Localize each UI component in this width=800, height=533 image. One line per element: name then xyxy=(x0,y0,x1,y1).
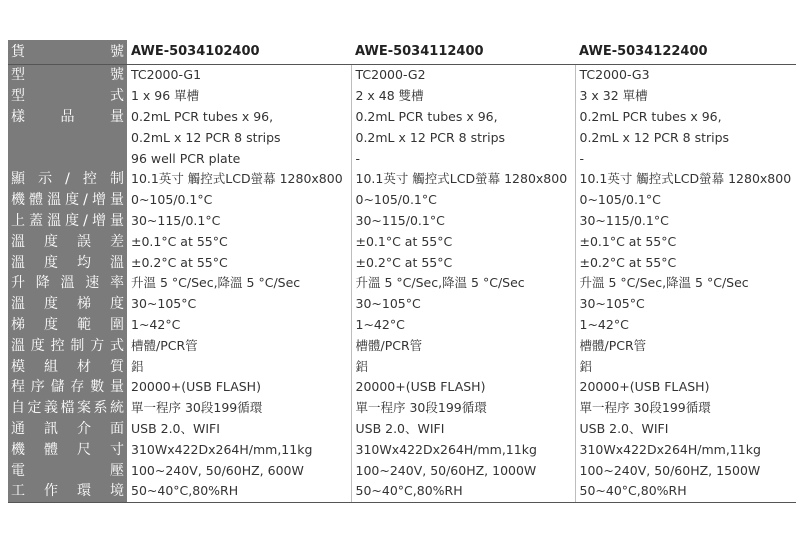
model-header: AWE-5034112400 xyxy=(351,40,575,65)
spec-value: 10.1英寸 觸控式LCD螢幕 1280x800 xyxy=(575,169,796,190)
spec-row xyxy=(8,190,796,211)
spec-label: 通訊介面 xyxy=(8,419,127,440)
spec-row xyxy=(8,398,796,419)
spec-value: ±0.2°C at 55°C xyxy=(131,254,228,270)
spec-row xyxy=(8,231,796,252)
spec-value: 槽體/PCR管 xyxy=(351,335,575,356)
spec-value: 單一程序 30段199循環 xyxy=(351,398,575,419)
spec-value: 50~40°C,80%RH xyxy=(575,481,796,502)
spec-value: 單一程序 30段199循環 xyxy=(575,398,796,419)
spec-value: 0.2mL x 12 PCR 8 strips xyxy=(351,127,575,148)
spec-value: 升溫 5 °C/Sec,降溫 5 °C/Sec xyxy=(351,273,575,294)
spec-value: 30~115/0.1°C xyxy=(575,211,796,232)
spec-label: 樣品量 xyxy=(8,107,127,128)
spec-label: 模組材質 xyxy=(8,356,127,377)
spec-value: 0~105/0.1°C xyxy=(351,190,575,211)
spec-value: 升溫 5 °C/Sec,降溫 5 °C/Sec xyxy=(575,273,796,294)
spec-value: 30~105°C xyxy=(575,294,796,315)
spec-value: 50~40°C,80%RH xyxy=(351,481,575,502)
spec-row xyxy=(8,211,796,232)
spec-label: 機體尺寸 xyxy=(8,439,127,460)
spec-value: 鋁 xyxy=(351,356,575,377)
spec-row xyxy=(8,439,796,460)
spec-value: 100~240V, 50/60HZ, 1000W xyxy=(351,460,575,481)
spec-value: 0.2mL PCR tubes x 96, xyxy=(351,107,575,128)
spec-value: 20000+(USB FLASH) xyxy=(575,377,796,398)
model-header: AWE-5034102400 xyxy=(127,40,351,65)
spec-value: 0.2mL PCR tubes x 96, xyxy=(575,107,796,128)
spec-row xyxy=(8,65,796,86)
spec-value: 鋁 xyxy=(575,356,796,377)
spec-value: 槽體/PCR管 xyxy=(575,335,796,356)
spec-row xyxy=(8,86,796,107)
spec-value: 100~240V, 50/60HZ, 600W xyxy=(131,462,304,478)
spec-value: - xyxy=(575,148,796,169)
spec-value: 0~105/0.1°C xyxy=(575,190,796,211)
spec-label: 顯示/控制 xyxy=(8,169,127,190)
spec-value: ±0.1°C at 55°C xyxy=(351,231,575,252)
spec-label: 自定義檔案系統 xyxy=(8,398,127,419)
spec-value: 槽體/PCR管 xyxy=(131,337,198,353)
spec-row xyxy=(8,356,796,377)
spec-label xyxy=(8,127,127,148)
spec-value: ±0.2°C at 55°C xyxy=(351,252,575,273)
spec-value: 升溫 5 °C/Sec,降溫 5 °C/Sec xyxy=(131,275,301,291)
spec-value: 310Wx422Dx264H/mm,11kg xyxy=(351,439,575,460)
spec-value: 0~105/0.1°C xyxy=(131,192,213,208)
header-label: 貨號 xyxy=(8,40,127,65)
spec-row xyxy=(8,460,796,481)
spec-label: 型式 xyxy=(8,86,127,107)
spec-label: 梯度範圍 xyxy=(8,315,127,336)
spec-value: 30~105°C xyxy=(351,294,575,315)
spec-value: 20000+(USB FLASH) xyxy=(351,377,575,398)
spec-row xyxy=(8,294,796,315)
spec-table xyxy=(8,40,796,503)
spec-value: 1~42°C xyxy=(351,315,575,336)
spec-value: 310Wx422Dx264H/mm,11kg xyxy=(575,439,796,460)
spec-value: 96 well PCR plate xyxy=(131,150,241,166)
spec-label: 溫度均溫 xyxy=(8,252,127,273)
spec-row xyxy=(8,169,796,190)
spec-value: 30~105°C xyxy=(131,296,197,312)
spec-value: 1 x 96 單槽 xyxy=(131,88,200,104)
spec-row xyxy=(8,335,796,356)
spec-row xyxy=(8,481,796,502)
spec-row xyxy=(8,377,796,398)
spec-row xyxy=(8,419,796,440)
spec-value: USB 2.0、WIFI xyxy=(575,419,796,440)
spec-value: USB 2.0、WIFI xyxy=(131,420,220,436)
spec-label: 工作環境 xyxy=(8,481,127,502)
spec-row xyxy=(8,273,796,294)
spec-value: - xyxy=(351,148,575,169)
spec-row xyxy=(8,252,796,273)
spec-value: TC2000-G2 xyxy=(351,65,575,86)
spec-value: 2 x 48 雙槽 xyxy=(351,86,575,107)
spec-value: 1~42°C xyxy=(131,316,181,332)
spec-label: 溫度控制方式 xyxy=(8,335,127,356)
spec-value: 單一程序 30段199循環 xyxy=(131,400,263,416)
spec-value: 10.1英寸 觸控式LCD螢幕 1280x800 xyxy=(131,171,343,187)
spec-value: 鋁 xyxy=(131,358,144,374)
spec-value: ±0.2°C at 55°C xyxy=(575,252,796,273)
spec-value: 20000+(USB FLASH) xyxy=(131,379,261,395)
spec-value: 0.2mL x 12 PCR 8 strips xyxy=(575,127,796,148)
spec-value: 10.1英寸 觸控式LCD螢幕 1280x800 xyxy=(351,169,575,190)
spec-value: TC2000-G1 xyxy=(131,67,202,83)
spec-value: 3 x 32 單槽 xyxy=(575,86,796,107)
spec-label xyxy=(8,148,127,169)
spec-label: 溫度梯度 xyxy=(8,294,127,315)
spec-value: 0.2mL x 12 PCR 8 strips xyxy=(131,129,281,145)
spec-body xyxy=(8,65,796,503)
spec-value: 1~42°C xyxy=(575,315,796,336)
spec-value: 100~240V, 50/60HZ, 1500W xyxy=(575,460,796,481)
spec-value: ±0.1°C at 55°C xyxy=(131,233,228,249)
spec-label: 型號 xyxy=(8,65,127,86)
spec-label: 溫度誤差 xyxy=(8,231,127,252)
spec-value: 30~115/0.1°C xyxy=(131,212,221,228)
spec-label: 升降溫速率 xyxy=(8,273,127,294)
spec-value: 50~40°C,80%RH xyxy=(127,481,351,502)
spec-value: 0.2mL PCR tubes x 96, xyxy=(131,108,274,124)
spec-row xyxy=(8,148,796,169)
spec-value: USB 2.0、WIFI xyxy=(351,419,575,440)
spec-label: 上蓋溫度/增量 xyxy=(8,211,127,232)
spec-row xyxy=(8,127,796,148)
header-row xyxy=(8,40,796,65)
spec-row xyxy=(8,107,796,128)
spec-label: 機體溫度/增量 xyxy=(8,190,127,211)
spec-value: 310Wx422Dx264H/mm,11kg xyxy=(131,441,313,457)
spec-row xyxy=(8,315,796,336)
spec-value: 30~115/0.1°C xyxy=(351,211,575,232)
model-header: AWE-5034122400 xyxy=(575,40,796,65)
spec-label: 程序儲存數量 xyxy=(8,377,127,398)
spec-label: 電壓 xyxy=(8,460,127,481)
spec-value: TC2000-G3 xyxy=(575,65,796,86)
spec-value: ±0.1°C at 55°C xyxy=(575,231,796,252)
